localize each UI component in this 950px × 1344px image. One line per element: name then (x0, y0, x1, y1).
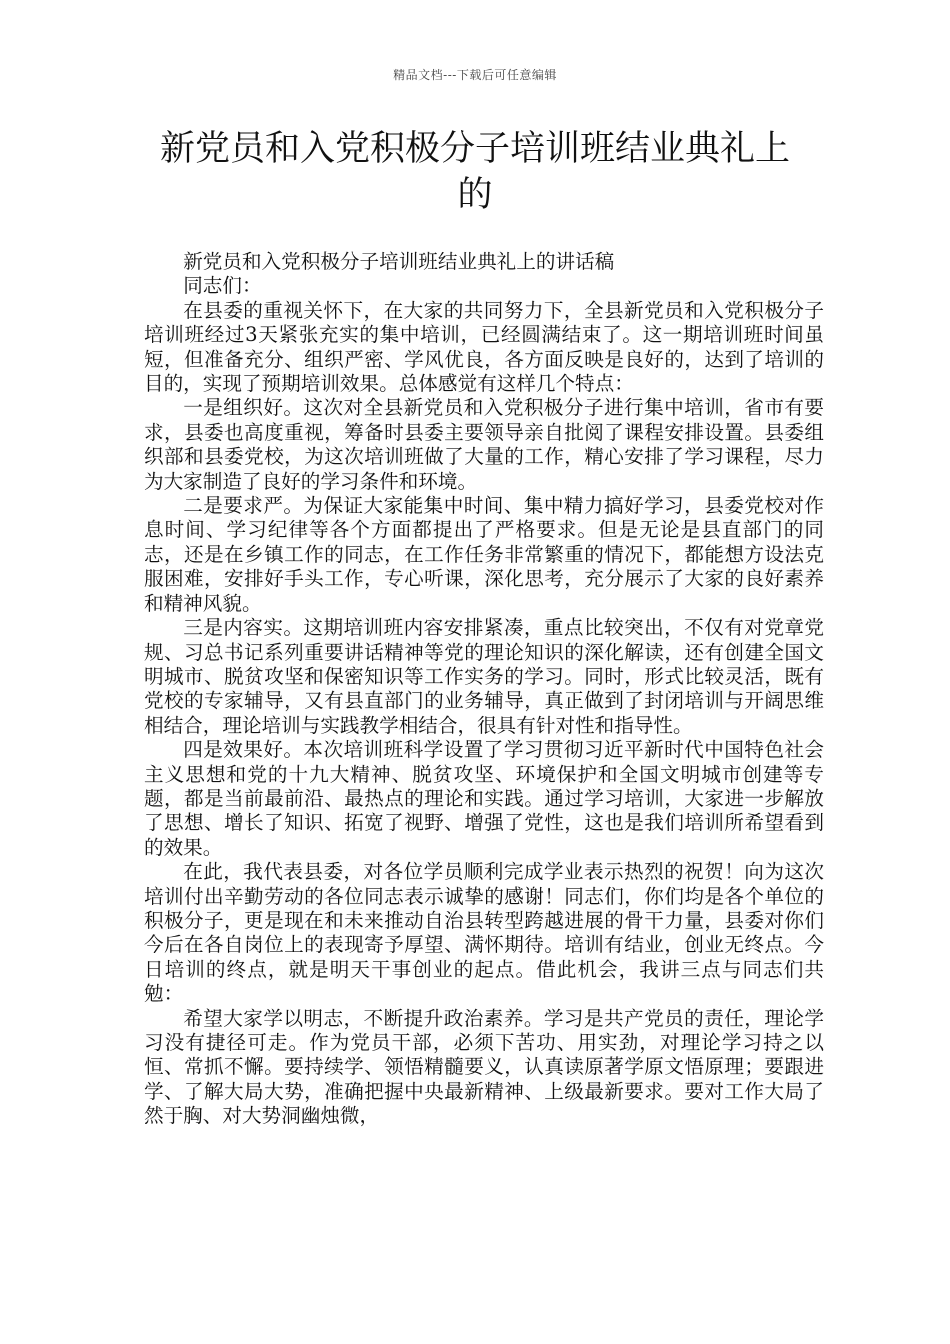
paragraph-organization: 一是组织好。这次对全县新党员和入党积极分子进行集中培训，省市有要求，县委也高度重视，筹备时县委主要领导亲自批阅了课程安排设置。县委组织部和县委党校，为这次培训班做了大量的工作，精心安排了学习课程，尽力为大家制造了良好的学习条件和环境。 (144, 396, 824, 493)
paragraph-requirements: 二是要求严。为保证大家能集中时间、集中精力搞好学习，县委党校对作息时间、学习纪律等各个方面都提出了严格要求。但是无论是县直部门的同志，还是在乡镇工作的同志，在工作任务非常繁重的情况下，都能想方设法克服困难，安排好手头工作，专心听课，深化思考，充分展示了大家的良好素养和精神风貌。 (144, 494, 824, 615)
salutation: 同志们： (183, 274, 262, 298)
header-note: 精品文档---下载后可任意编辑 (393, 68, 557, 82)
speech-subtitle: 新党员和入党积极分子培训班结业典礼上的讲话稿 (183, 250, 615, 273)
document-body (144, 250, 824, 1129)
paragraph-results: 四是效果好。本次培训班科学设置了学习贯彻习近平新时代中国特色社会主义思想和党的十九大精神、脱贫攻坚、环境保护和全国文明城市创建等专题，都是当前最前沿、最热点的理论和实践。通过学习培训，大家进一步解放了思想、增长了知识、拓宽了视野、增强了党性，这也是我们培训所希望看到的效果。 (144, 738, 824, 859)
paragraph-congratulations: 在此，我代表县委，对各位学员顺利完成学业表示热烈的祝贺！向为这次培训付出辛勤劳动的各位同志表示诚挚的感谢！同志们，你们均是各个单位的积极分子，更是现在和未来推动自治县转型跨越进展的骨干力量，县委对你们今后在各自岗位上的表现寄予厚望、满怀期待。培训有结业，创业无终点。今日培训的终点，就是明天干事创业的起点。借此机会，我讲三点与同志们共勉： (144, 860, 824, 1006)
paragraph-intro: 在县委的重视关怀下，在大家的共同努力下，全县新党员和入党积极分子培训班经过3天紧张充实的集中培训，已经圆满结束了。这一期培训班时间虽短，但准备充分、组织严密、学风优良，各方面反映是良好的，达到了培训的目的，实现了预期培训效果。总体感觉有这样几个特点： (144, 298, 824, 396)
paragraph-study: 希望大家学以明志，不断提升政治素养。学习是共产党员的责任，理论学习没有捷径可走。作为党员干部，必须下苦功、用实劲，对理论学习持之以恒、常抓不懈。要持续学、领悟精髓要义，认真读原著学原文悟原理；要跟进学、了解大局大势，准确把握中央最新精神、上级最新要求。要对工作大局了然于胸、对大势洞幽烛微， (144, 1006, 824, 1128)
paragraph-content: 三是内容实。这期培训班内容安排紧凑，重点比较突出，不仅有对党章党规、习总书记系列重要讲话精神等党的理论知识的深化解读，还有创建全国文明城市、脱贫攻坚和保密知识等工作实务的学习。同时，形式比较灵活，既有党校的专家辅导，又有县直部门的业务辅导，真正做到了封闭培训与开阔思维相结合，理论培训与实践教学相结合，很具有针对性和指导性。 (144, 616, 824, 737)
document-title: 新党员和入党积极分子培训班结业典礼上的 (159, 129, 790, 215)
